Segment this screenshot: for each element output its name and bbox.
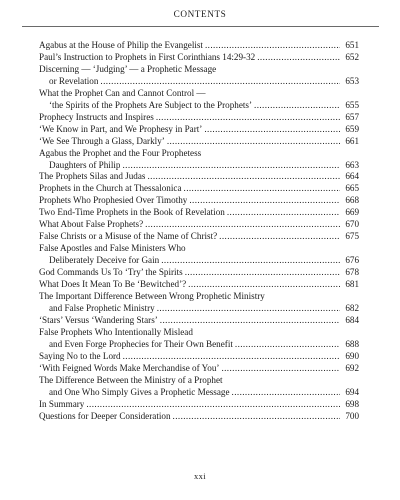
toc-entry [39,363,359,375]
toc-entry-title: ‘With Feigned Words Make Merchandise of You’ [39,362,220,373]
toc-entry-title: Two End-Time Prophets in the Book of Revelation [39,207,225,218]
toc-entry-title: or Revelation [49,75,99,86]
dot-leader [227,207,340,219]
toc-page-number: 698 [345,398,359,409]
toc-entry-line [39,219,359,231]
dot-leader [100,76,340,88]
toc-page-number: 700 [345,410,359,421]
toc-entry-title: Prophets in the Church at Thessalonica [39,183,182,194]
toc-entry-title: False Christs or a Misuse of the Name of Christ? [39,231,218,242]
toc-entry-line [39,195,359,207]
toc-entry-line [39,52,359,64]
toc-entry-title: False Apostles and False Ministers Who [39,243,186,254]
toc-entry [39,267,359,279]
toc-page-number: 675 [345,231,359,242]
toc-entry-title: False Prophets Who Intentionally Mislead [39,326,193,337]
toc-entry-title: The Important Difference Between Wrong Prophetic Ministry [39,291,265,302]
toc-entry-line [39,315,359,327]
dot-leader [254,100,340,112]
dot-leader [160,315,340,327]
dot-leader [86,399,340,411]
toc-page-number: 669 [345,207,359,218]
toc-entry-line [39,207,359,219]
toc-entry [39,375,359,399]
dot-leader [167,136,340,148]
toc-entry-title: Prophecy Instructs and Inspires [39,111,154,122]
toc-entry-title: Discerning — ‘Judging’ — a Prophetic Message [39,63,217,74]
dot-leader [188,279,340,291]
toc-entry-line [39,411,359,423]
toc-entry-line [39,327,359,339]
toc-entry [39,327,359,351]
toc-entry-title: The Difference Between the Ministry of a Prophet [39,374,223,385]
toc-page-number: 681 [345,279,359,290]
toc-entry-title: Agabus the Prophet and the Four Prophetess [39,147,202,158]
dot-leader [173,411,340,423]
dot-leader [232,387,340,399]
toc-entry-line [39,100,359,112]
toc-entry-line [39,339,359,351]
toc-entry-title: and One Who Simply Gives a Prophetic Message [49,386,230,397]
toc-page-number: 682 [345,302,359,313]
toc-entry [39,291,359,315]
dot-leader [189,195,340,207]
toc-entry-line [39,148,359,160]
toc-entry-line [39,64,359,76]
toc-entry-line [39,171,359,183]
toc-page-number: 663 [345,159,359,170]
dot-leader [185,267,340,279]
toc-entry-line [39,88,359,100]
toc-entry-title: ‘We Know in Part, and We Prophesy in Part’ [39,123,203,134]
dot-leader [145,219,340,231]
toc-entry-line [39,291,359,303]
toc-entry [39,411,359,423]
toc-entry-title: Deliberately Deceive for Gain [49,255,160,266]
toc-page-number: 659 [345,123,359,134]
toc-page-number: 694 [345,386,359,397]
toc-entry [39,148,359,172]
toc-entry-line [39,363,359,375]
toc-entry [39,136,359,148]
toc-entry-line [39,136,359,148]
dot-leader [221,363,340,375]
dot-leader [122,160,340,172]
toc-list [39,40,359,423]
toc-entry-title: Daughters of Philip [49,159,121,170]
toc-entry [39,243,359,267]
toc-entry [39,195,359,207]
toc-entry-title: Prophets Who Prophesied Over Timothy [39,195,188,206]
toc-entry [39,315,359,327]
toc-entry [39,399,359,411]
toc-entry-title: ‘the Spirits of the Prophets Are Subject to the Prophets’ [49,99,253,110]
toc-page-number: 653 [345,75,359,86]
toc-entry [39,183,359,195]
toc-entry-line [39,183,359,195]
toc-page-number: 690 [345,350,359,361]
toc-entry-line [39,255,359,267]
toc-entry-title: What About False Prophets? [39,219,144,230]
toc-entry-line [39,76,359,88]
toc-page-number: 655 [345,99,359,110]
toc-entry-line [39,387,359,399]
toc-entry-line [39,279,359,291]
toc-entry-line [39,40,359,52]
toc-entry-title: Questions for Deeper Consideration [39,410,171,421]
toc-entry-title: ‘Stars’ Versus ‘Wandering Stars’ [39,314,158,325]
toc-entry [39,112,359,124]
toc-entry-line [39,303,359,315]
toc-page-number: 670 [345,219,359,230]
toc-entry [39,124,359,136]
toc-entry-line [39,375,359,387]
toc-entry [39,351,359,363]
toc-entry-title: ‘We See Through a Glass, Darkly’ [39,135,165,146]
header-rule [22,26,379,27]
dot-leader [219,231,340,243]
dot-leader [235,339,340,351]
dot-leader [204,124,340,136]
dot-leader [161,255,340,267]
dot-leader [257,52,340,64]
dot-leader [147,171,340,183]
toc-entry-title: Paul’s Instruction to Prophets in First Corinthians 14:29-32 [39,51,256,62]
toc-entry-line [39,243,359,255]
running-header: CONTENTS [173,9,227,19]
toc-entry [39,231,359,243]
toc-entry [39,52,359,64]
toc-page-number: 676 [345,255,359,266]
dot-leader [205,40,340,52]
dot-leader [123,351,340,363]
toc-page-number: 692 [345,362,359,373]
toc-entry-title: and Even Forge Prophecies for Their Own Benefit [49,338,233,349]
toc-entry-line [39,399,359,411]
toc-entry [39,207,359,219]
toc-entry-line [39,351,359,363]
toc-entry [39,88,359,112]
toc-entry [39,279,359,291]
toc-entry-title: God Commands Us To ‘Try’ the Spirits [39,267,183,278]
toc-entry-title: What Does It Mean To Be ‘Bewitched’? [39,279,187,290]
toc-entry-line [39,160,359,172]
toc-page-number: 652 [345,51,359,62]
toc-page-number: 665 [345,183,359,194]
toc-page-number: 657 [345,111,359,122]
toc-page-number: 664 [345,171,359,182]
toc-entry-line [39,124,359,136]
toc-entry [39,40,359,52]
toc-page-number: 661 [345,135,359,146]
toc-page-number: 684 [345,314,359,325]
toc-entry-line [39,112,359,124]
dot-leader [156,112,340,124]
toc-page-number: 668 [345,195,359,206]
toc-entry [39,219,359,231]
toc-entry [39,171,359,183]
toc-entry-title: What the Prophet Can and Cannot Control — [39,87,206,98]
page-number: xxi [193,471,207,481]
toc-entry [39,64,359,88]
dot-leader [157,303,340,315]
toc-entry-title: Agabus at the House of Philip the Evangelist [39,40,203,50]
toc-entry-title: In Summary [39,398,85,409]
toc-page-number: 688 [345,338,359,349]
toc-page-number: 651 [345,40,359,50]
toc-entry-title: Saying No to the Lord [39,350,121,361]
toc-entry-title: and False Prophetic Ministry [49,302,155,313]
dot-leader [184,183,340,195]
toc-page-number: 678 [345,267,359,278]
toc-entry-line [39,267,359,279]
toc-entry-title: The Prophets Silas and Judas [39,171,146,182]
toc-entry-line [39,231,359,243]
